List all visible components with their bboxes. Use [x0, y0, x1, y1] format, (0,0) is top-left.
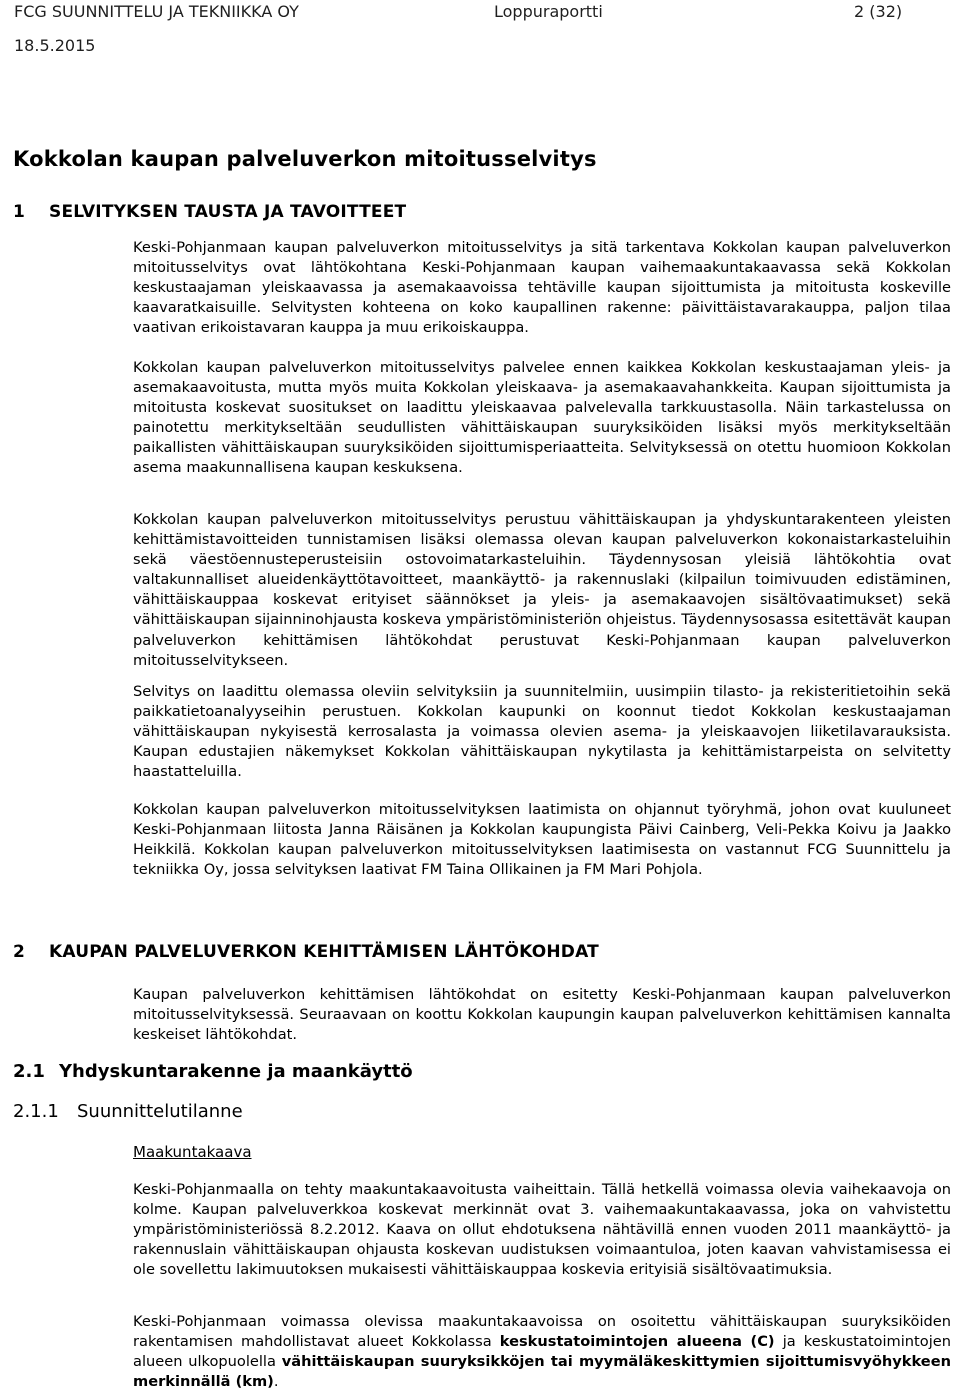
paragraph: Kaupan palveluverkon kehittämisen lähtökohdat on esitetty Keski-Pohjanmaan kaupan palveluverkon mitoitusselvityksessä. Seuraavaan on koottu Kokkolan kaupungin kaupan palveluverkon kehittämisen kannalta keskeiset lähtökohdat. [133, 986, 951, 1044]
subsection-2-1-1-heading [13, 1101, 243, 1122]
subsection-2-1-heading [13, 1061, 413, 1082]
text-run: . [273, 1373, 279, 1391]
document-title: Kokkolan kaupan palveluverkon mitoitusselvitys [13, 147, 597, 171]
subsection-number: 2.1.1 [13, 1101, 59, 1122]
header-organization: FCG SUUNNITTELU JA TEKNIIKKA OY [14, 2, 299, 21]
paragraph: Keski-Pohjanmaan kaupan palveluverkon mitoitusselvitys ja sitä tarkentava Kokkolan kaupan palveluverkon mitoitusselvitys ovat lähtökohtana Keski-Pohjanmaan kaupan vaihemaakuntakaavassa sekä Kokkolan keskustaajaman yleiskaavassa ja asemakaavoissa tehtäville kaupan sijoittumista ja mitoitusta koskeville kaavaratkaisuille. Selvitysten kohteena on koko kaupallinen rakenne: päivittäistavarakauppa, paljon tilaa vaativan erikoistavaran kauppa ja muu erikoiskauppa. [133, 239, 951, 337]
paragraph: Kokkolan kaupan palveluverkon mitoitusselvitys perustuu vähittäiskaupan ja yhdyskuntarakenteen yleisten kehittämistavoitteiden tunnistamisen lisäksi olemassa olevan kaupan palveluverkon kokonaistarkasteluihin sekä väestöennusteperusteisiin ostovoimatarkasteluihin. Täydennysosan yleisiä lähtökohtia ovat valtakunnalliset alueidenkäyttötavoitteet, maankäyttö- ja rakennuslaki (kilpailun toimivuuden edistäminen, vähittäiskauppaa koskevat erityiset säännökset ja yleis- ja asemakaavojen sisältövaatimukset) sekä vähittäiskaupan sijainninohjausta koskeva ympäristöministeriön ohjeistus. Täydennysosassa esitettävät kaupan palveluverkon kehittämisen lähtökohdat perustuvat Keski-Pohjanmaan kaupan palveluverkon mitoitusselvitykseen. [133, 511, 951, 669]
text-run: ja keskustatoimintojen alueen ulkopuolella [133, 1333, 951, 1371]
section-number: 2 [13, 942, 26, 962]
section-title: SELVITYKSEN TAUSTA JA TAVOITTEET [49, 202, 407, 222]
paragraph [133, 1312, 951, 1392]
header-page-number: 2 (32) [854, 2, 903, 21]
paragraph: Keski-Pohjanmaalla on tehty maakuntakaavoitusta vaiheittain. Tällä hetkellä voimassa olevia vaihekaavoja on kolme. Kaupan palveluverkkoa koskevat merkinnät ovat 3. vaihemaakuntakaavassa, joka on vahvistettu ympäristöministeriössä 8.2.2012. Kaava on ollut ehdotuksena nähtävillä ennen vuoden 2011 maankäyttö- ja rakennuslain vähittäiskaupan ohjausta koskevan uudistuksen voimaantuloa, joten kaavan vahvistamisessa ei ole sovellettu lakimuutoksen mukaisesti vähittäiskauppaa koskevia erityisiä sisältövaatimuksia. [133, 1181, 951, 1279]
subsection-number: 2.1 [13, 1061, 45, 1082]
subheading-maakuntakaava: Maakuntakaava [133, 1143, 252, 1161]
section-title: KAUPAN PALVELUVERKON KEHITTÄMISEN LÄHTÖKOHDAT [49, 942, 599, 962]
paragraph: Kokkolan kaupan palveluverkon mitoitusselvityksen laatimista on ohjannut työryhmä, johon ovat kuuluneet Keski-Pohjanmaan liitosta Janna Räisänen ja Kokkolan kaupungista Päivi Cainberg, Veli-Pekka Koivu ja Jaakko Heikkilä. Kokkolan kaupan palveluverkon mitoitusselvityksen laatimisesta on vastannut FCG Suunnittelu ja tekniikka Oy, jossa selvityksen laativat FM Taina Ollikainen ja FM Mari Pohjola. [133, 801, 951, 879]
section-2-heading [13, 942, 599, 962]
bold-term: vähittäiskaupan suuryksikköjen tai myymäläkeskittymien sijoittumisvyöhykkeen merkinnällä (km) [133, 1353, 951, 1391]
header-report-type: Loppuraportti [494, 2, 603, 21]
subsection-title: Suunnittelutilanne [77, 1101, 243, 1122]
section-number: 1 [13, 202, 26, 222]
header-date: 18.5.2015 [14, 36, 96, 55]
section-1-heading [13, 202, 406, 222]
paragraph: Kokkolan kaupan palveluverkon mitoitusselvitys palvelee ennen kaikkea Kokkolan keskustaajaman yleis- ja asemakaavoitusta, mutta myös muita Kokkolan yleiskaava- ja asemakaavahankkeita. Kaupan sijoittumista ja mitoitusta koskevat suositukset on laadittu yleiskaavaa palvelevalla tarkkuustasolla. Näin tarkastelussa on painotettu merkitykseltään seudullisten vähittäiskaupan suuryksiköiden lisäksi myös merkitykseltään paikallisten vähittäiskaupan suuryksiköiden sijoittumisperiaatteita. Selvityksessä on otettu huomioon Kokkolan asema maakunnallisena kaupan keskuksena. [133, 359, 951, 477]
text-run: Keski-Pohjanmaan voimassa olevissa maakuntakaavoissa on osoitettu vähittäiskaupan suuryksiköiden rakentamisen mahdollistavat alueet Kokkolassa [133, 1313, 951, 1351]
paragraph: Selvitys on laadittu olemassa oleviin selvityksiin ja suunnitelmiin, uusimpiin tilasto- ja rekisteritietoihin sekä paikkatietoanalyyseihin perustuen. Kokkolan kaupunki on koonnut tiedot Kokkolan keskustaajaman vähittäiskaupan nykyisestä kerrosalasta ja voimassa olevien asema- ja yleiskaavojen liiketilavarauksista. Kaupan edustajien näkemykset Kokkolan vähittäiskaupan nykytilasta ja kehittämistarpeista on selvitetty haastatteluilla. [133, 683, 951, 781]
subsection-title: Yhdyskuntarakenne ja maankäyttö [59, 1061, 413, 1082]
bold-term: keskustatoimintojen alueena (C) [499, 1333, 775, 1351]
